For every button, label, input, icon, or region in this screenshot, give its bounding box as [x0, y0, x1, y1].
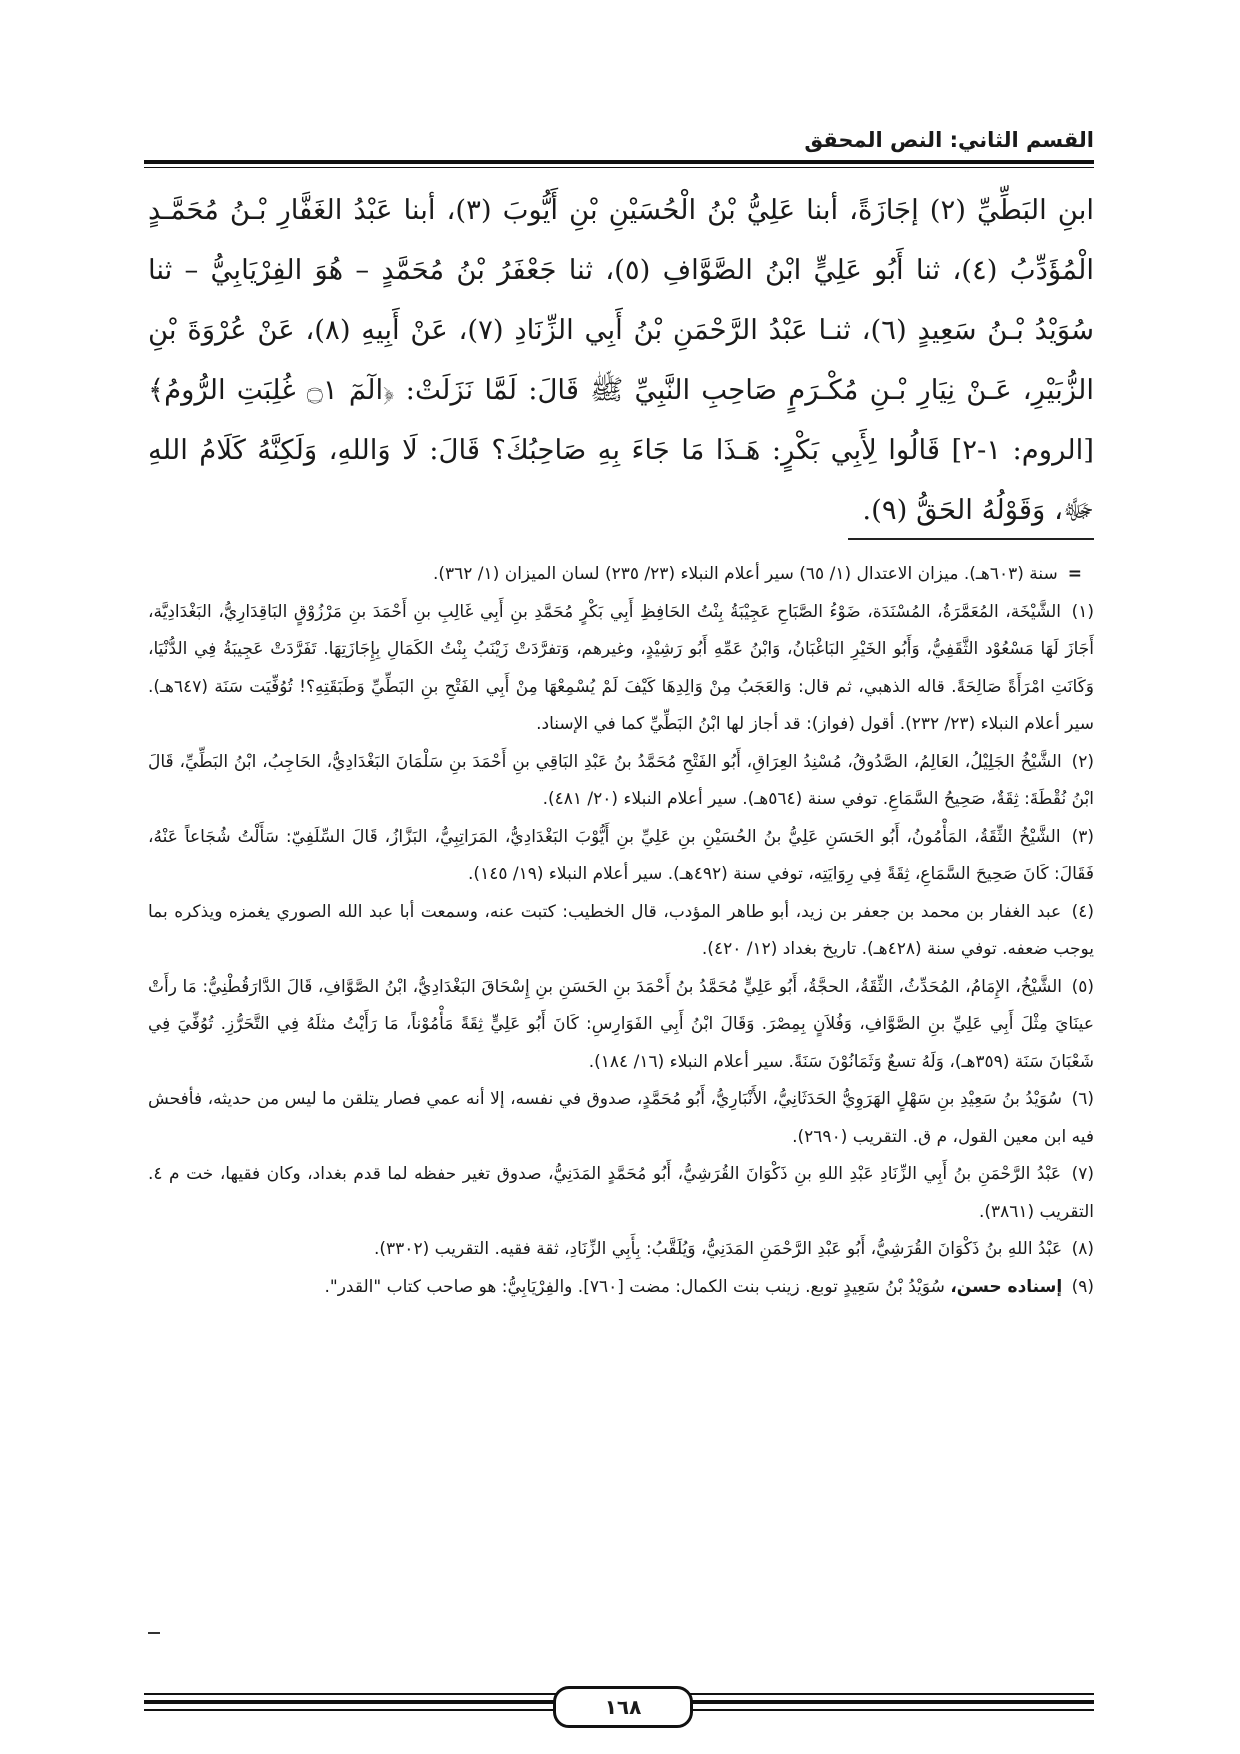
footnote-8: (٨) عَبْدُ اللهِ بنُ ذَكْوَانَ القُرَشِيُّ، أَبُو عَبْدِ الرَّحْمَنِ المَدَنِيُّ، وَيُلَقَّبُ: بِأَبِي الزِّنَادِ، ثقة فقيه. التقريب (٣٣٠٢). [374, 1239, 1094, 1259]
footnote-continuation: =سنة (٦٠٣هـ). ميزان الاعتدال (١/ ٦٥) سير أعلام النبلاء (٢٣/ ٢٣٥) لسان الميزان (١/ ٣٦٢). [432, 564, 1082, 584]
footnote-5: (٥) الشَّيْخُ، الإِمَامُ، المُحَدِّثُ، الثِّقَةُ، الحجَّةُ، أَبُو عَلِيٍّ مُحَمَّدُ بنُ أَحْمَدَ بنِ الحَسَنِ بنِ إِسْحَاقَ البَغْدَادِيُّ، ابْنُ الصَّوَّافِ، قَالَ الدَّارَقُطْنِيُّ: مَا رأَتْ عينَايَ مِثْلَ أَبِي عَلِيِّ بنِ الصَّوَّافِ، وَفُلاَنٍ بِمِصْرَ. وَقَالَ ابْنُ أَبِي الفَوَارِسِ: كَانَ أَبُو عَلِيٍّ ثِقَةً مَأْمُوْناً، مَا رَأَيْتُ مثلَهُ فِي التَّحَرُّزِ. تُوُفِّيَ فِي شَعْبَانَ سَنَة (٣٥٩هـ)، وَلَهُ تسعٌ وَثَمَانُوْنَ سَنَةً. سير أعلام النبلاء (١٦/ ١٨٤). [148, 976, 1094, 1072]
footnote-2: (٢) الشَّيْخُ الجَلِيْلُ، العَالِمُ، الصَّدُوقُ، مُسْنِدُ العِرَاقِ، أَبُو الفَتْحِ مُحَمَّدُ بنُ عَبْدِ البَاقِي بنِ أَحْمَدَ بنِ سَلْمَانَ البَغْدَادِيُّ، الحَاجِبُ، ابْنُ البَطِّيِّ، قَالَ ابْنُ نُقْطَةَ: ثِقَةٌ، صَحِيحُ السَّمَاعِ. توفي سنة (٥٦٤هـ). سير أعلام النبلاء (٢٠/ ٤٨١). [148, 751, 1094, 809]
continuation-mark [148, 1632, 160, 1634]
header-rule-thin [144, 167, 1094, 168]
footnote-7: (٧) عَبْدُ الرَّحْمَنِ بنُ أَبِي الزِّنَادِ عَبْدِ اللهِ بنِ ذَكْوَانَ القُرَشِيُّ، أَبُو مُحَمَّدٍ المَدَنِيُّ، صدوق تغير حفظه لما قدم بغداد، وكان فقيها، خت م ٤. التقريب (٣٨٦١). [148, 1164, 1094, 1222]
page-number: ١٦٨ [553, 1686, 693, 1728]
footnotes [148, 556, 1094, 1306]
footnote-separator [848, 538, 1094, 540]
footnote-9: (٩) إسناده حسن، سُوَيْدُ بْنُ سَعِيدٍ توبع. زينب بنت الكمال: مضت [٧٦٠]. والفِرْيَابِيُّ: هو صاحب كتاب "القدر". [324, 1276, 1094, 1297]
main-text-block [148, 180, 1094, 540]
footnote-1: (١) الشَّيْخَة، المُعَمَّرَةُ، المُسْنَدَة، ضَوْءُ الصَّبَاحِ عَجِيْبَةُ بِنْتُ الحَافِظِ أَبِي بَكْرٍ مُحَمَّدِ بنِ أَبِي غَالِبِ بنِ أَحْمَدَ بنِ مَرْزُوْقٍ البَاقِدَارِيُّ، البَغْدَادِيَّة، أَجَازَ لَهَا مَسْعُوْد الثَّقَفِيُّ، وَأَبُو الخَيْرِ البَاغْبَانُ، وَابْنُ عَمِّهِ أَبُو رَشِيْدٍ، وغيرهم، وَتفرَّدَتْ زَيْنَبُ بِنْتُ الكَمَالِ بِإِجَازَتِهَا. تَفَرَّدَتْ عَجِيبَةُ فِي الدُّنْيَا، وَكَانَتِ امْرَأَةً صَالِحَةً. قاله الذهبي، ثم قال: وَالعَجَبُ مِنْ وَالِدِهَا كَيْفَ لَمْ يُسْمِعْهَا مِنْ أَبِي الفَتْحِ بنِ البَطِّيِّ وَطَبَقَتِهِ؟! تُوُفِّيَت سَنَة (٦٤٧هـ). سير أعلام النبلاء (٢٣/ ٢٣٢). أقول (فواز): قد أجاز لها ابْنُ البَطِّيِّ كما في الإسناد. [148, 601, 1095, 734]
footnote-4: (٤) عبد الغفار بن محمد بن جعفر بن زيد، أبو طاهر المؤدب، قال الخطيب: كتبت عنه، وسمعت أبا عبد الله الصوري يغمزه ويذكره بما يوجب ضعفه. توفي سنة (٤٢٨هـ). تاريخ بغداد (١٢/ ٤٢٠). [148, 901, 1094, 959]
header-rule-thick [144, 160, 1094, 164]
footnote-3: (٣) الشَّيْخُ الثِّقَةُ، المَأْمُونُ، أَبُو الحَسَنِ عَلِيُّ بنُ الحُسَيْنِ بنِ عَلِيِّ بنِ أَيُّوْبَ البَغْدَادِيُّ، المَرَاتِبِيُّ، البَزَّازُ، قَالَ السِّلَفِيّ: سَأَلْتُ شُجَاعاً عَنْهُ، فَقَالَ: كَانَ صَحِيحَ السَّمَاعِ، ثِقَةً فِي رِوَايَتِه، توفي سنة (٤٩٢هـ). سير أعلام النبلاء (١٩/ ١٤٥). [148, 826, 1094, 884]
main-paragraph: ابنِ البَطِّيِّ (٢) إجَازَةً، أبنا عَلِيُّ بْنُ الْحُسَيْنِ بْنِ أَيُّوبَ (٣)، أبنا عَبْدُ الغَفَّارِ بْـنُ مُحَمَّـدٍ الْمُؤَدِّبُ (٤)، ثنا أَبُو عَلِيٍّ ابْنُ الصَّوَّافِ (٥)، ثنا جَعْفَرُ بْنُ مُحَمَّدٍ – هُوَ الفِرْيَابِيُّ – ثنا سُوَيْدُ بْـنُ سَعِيدٍ (٦)، ثنـا عَبْدُ الرَّحْمَنِ بْنُ أَبِي الزِّنَادِ (٧)، عَنْ أَبِيهِ (٨)، عَنْ عُرْوَةَ بْنِ الزُّبَيْرِ، عَـنْ نِيَارِ بْـنِ مُكْـرَمٍ صَاحِبِ النَّبِيِّ ﷺ قَالَ: لَمَّا نَزَلَتْ: ﴿الٓمٓ ۝١ غُلِبَتِ الرُّومُ﴾ [الروم: ١-٢] قَالُوا لِأَبِي بَكْرٍ: هَـذَا مَا جَاءَ بِهِ صَاحِبُكَ؟ قَالَ: لَا وَاللهِ، وَلَكِنَّهُ كَلَامُ اللهِ ﷻ، وَقَوْلُهُ الحَقُّ (٩). [148, 194, 1095, 526]
footnote-6: (٦) سُوَيْدُ بنُ سَعِيْدِ بنِ سَهْلٍ الهَرَوِيُّ الحَدَثَانِيُّ، الأَنْبَارِيُّ، أَبُو مُحَمَّدٍ، صدوق في نفسه، إلا أنه عمي فصار يتلقن ما ليس من حديثه، فأفحش فيه ابن معين القول، م ق. التقريب (٢٦٩٠). [148, 1089, 1094, 1147]
page-header-title: القسم الثاني: النص المحقق [804, 128, 1094, 152]
